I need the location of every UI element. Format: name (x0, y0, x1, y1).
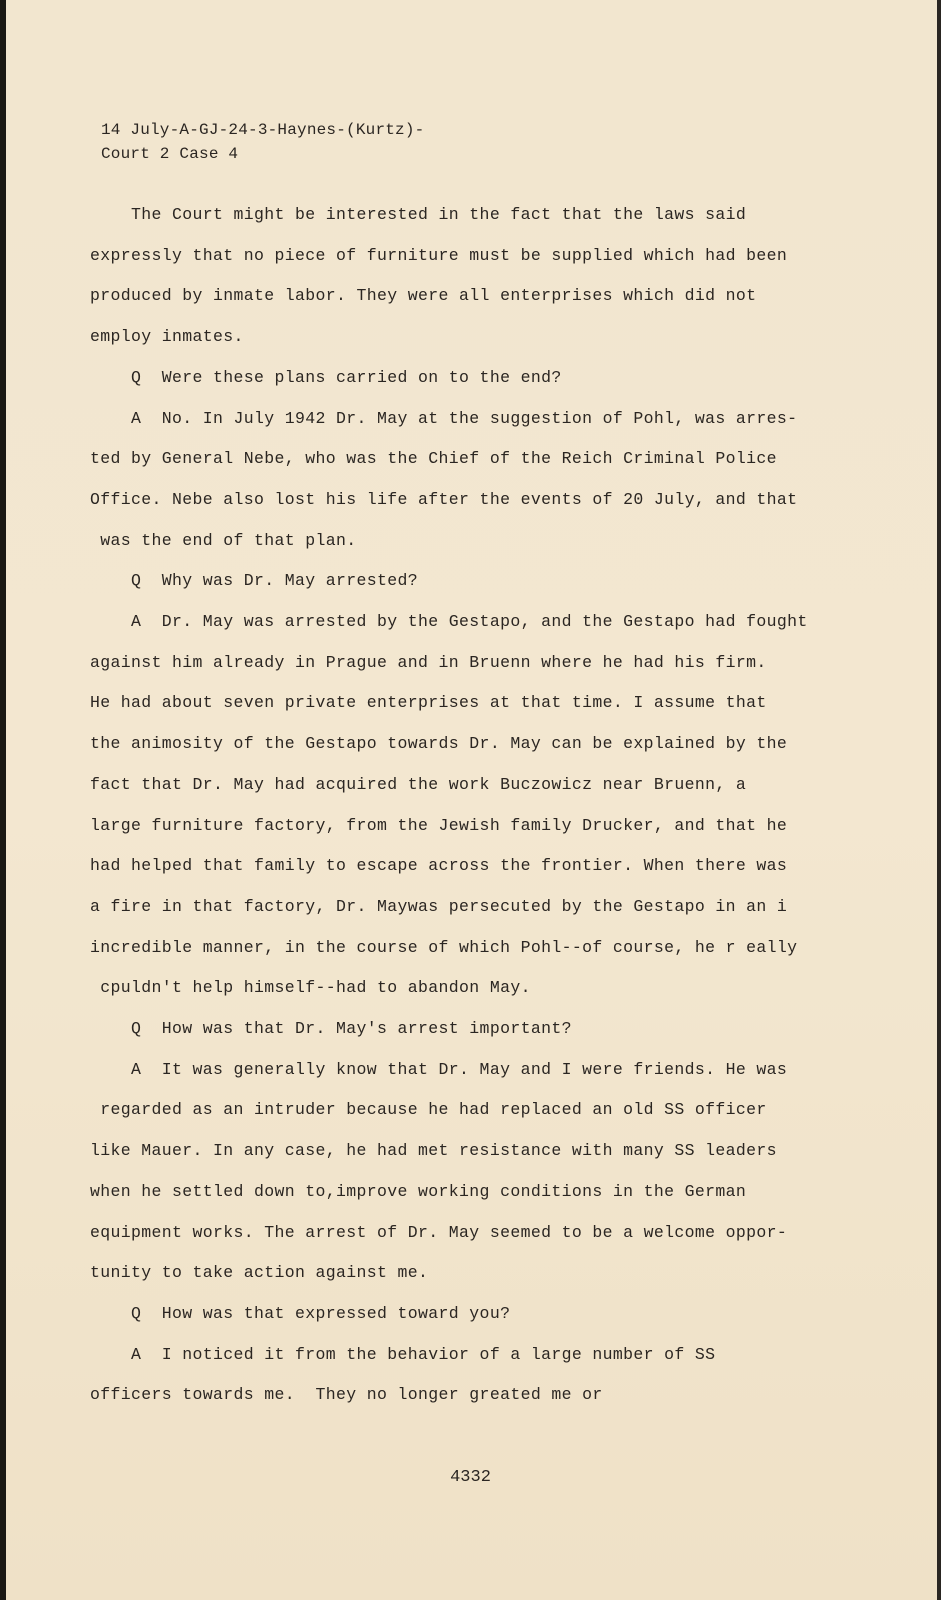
transcript-line: A It was generally know that Dr. May and I were friends. He was (90, 1060, 788, 1079)
transcript-line: cpuldn't help himself--had to abandon May. (90, 978, 531, 997)
transcript-line: against him already in Prague and in Bruenn where he had his firm. (90, 653, 767, 672)
transcript-line: regarded as an intruder because he had replaced an old SS officer (90, 1100, 767, 1119)
transcript-line: the animosity of the Gestapo towards Dr. May can be explained by the (90, 734, 788, 753)
transcript-line: incredible manner, in the course of which Pohl--of course, he r eally (90, 938, 798, 957)
transcript-line: He had about seven private enterprises at that time. I assume that (90, 693, 767, 712)
transcript-line: Q How was that Dr. May's arrest important? (90, 1019, 572, 1038)
transcript-line: A Dr. May was arrested by the Gestapo, and the Gestapo had fought (90, 612, 808, 631)
document-header (101, 118, 424, 166)
transcript-line: had helped that family to escape across the frontier. When there was (90, 856, 788, 875)
transcript-line: Office. Nebe also lost his life after the events of 20 July, and that (90, 490, 798, 509)
transcript-line: produced by inmate labor. They were all enterprises which did not (90, 286, 757, 305)
header-reference-line: 14 July-A-GJ-24-3-Haynes-(Kurtz)- (101, 121, 425, 139)
transcript-line: like Mauer. In any case, he had met resistance with many SS leaders (90, 1141, 777, 1160)
transcript-line: ted by General Nebe, who was the Chief of the Reich Criminal Police (90, 449, 777, 468)
transcript-line: a fire in that factory, Dr. Maywas persecuted by the Gestapo in an i (90, 897, 788, 916)
scan-edge-left (0, 0, 6, 1600)
transcript-line: A I noticed it from the behavior of a large number of SS (90, 1345, 716, 1364)
transcript-line: equipment works. The arrest of Dr. May seemed to be a welcome oppor- (90, 1223, 788, 1242)
transcript-line: fact that Dr. May had acquired the work Buczowicz near Bruenn, a (90, 775, 747, 794)
scan-edge-right (937, 0, 941, 1600)
transcript-line: Q How was that expressed toward you? (90, 1304, 511, 1323)
transcript-line: large furniture factory, from the Jewish family Drucker, and that he (90, 816, 788, 835)
transcript-line: expressly that no piece of furniture must be supplied which had been (90, 246, 788, 265)
transcript-line: tunity to take action against me. (90, 1263, 429, 1282)
transcript-line: when he settled down to,improve working conditions in the German (90, 1182, 747, 1201)
header-court-line: Court 2 Case 4 (101, 145, 239, 163)
transcript-line: Q Why was Dr. May arrested? (90, 571, 419, 590)
transcript-line: A No. In July 1942 Dr. May at the suggestion of Pohl, was arres- (90, 409, 798, 428)
page-number: 4332 (450, 1468, 491, 1487)
transcript-line: officers towards me. They no longer greated me or (90, 1385, 603, 1404)
transcript-line: was the end of that plan. (90, 531, 357, 550)
transcript-line: Q Were these plans carried on to the end? (90, 368, 562, 387)
transcript-line: The Court might be interested in the fact that the laws said (90, 205, 747, 224)
transcript-line: employ inmates. (90, 327, 244, 346)
